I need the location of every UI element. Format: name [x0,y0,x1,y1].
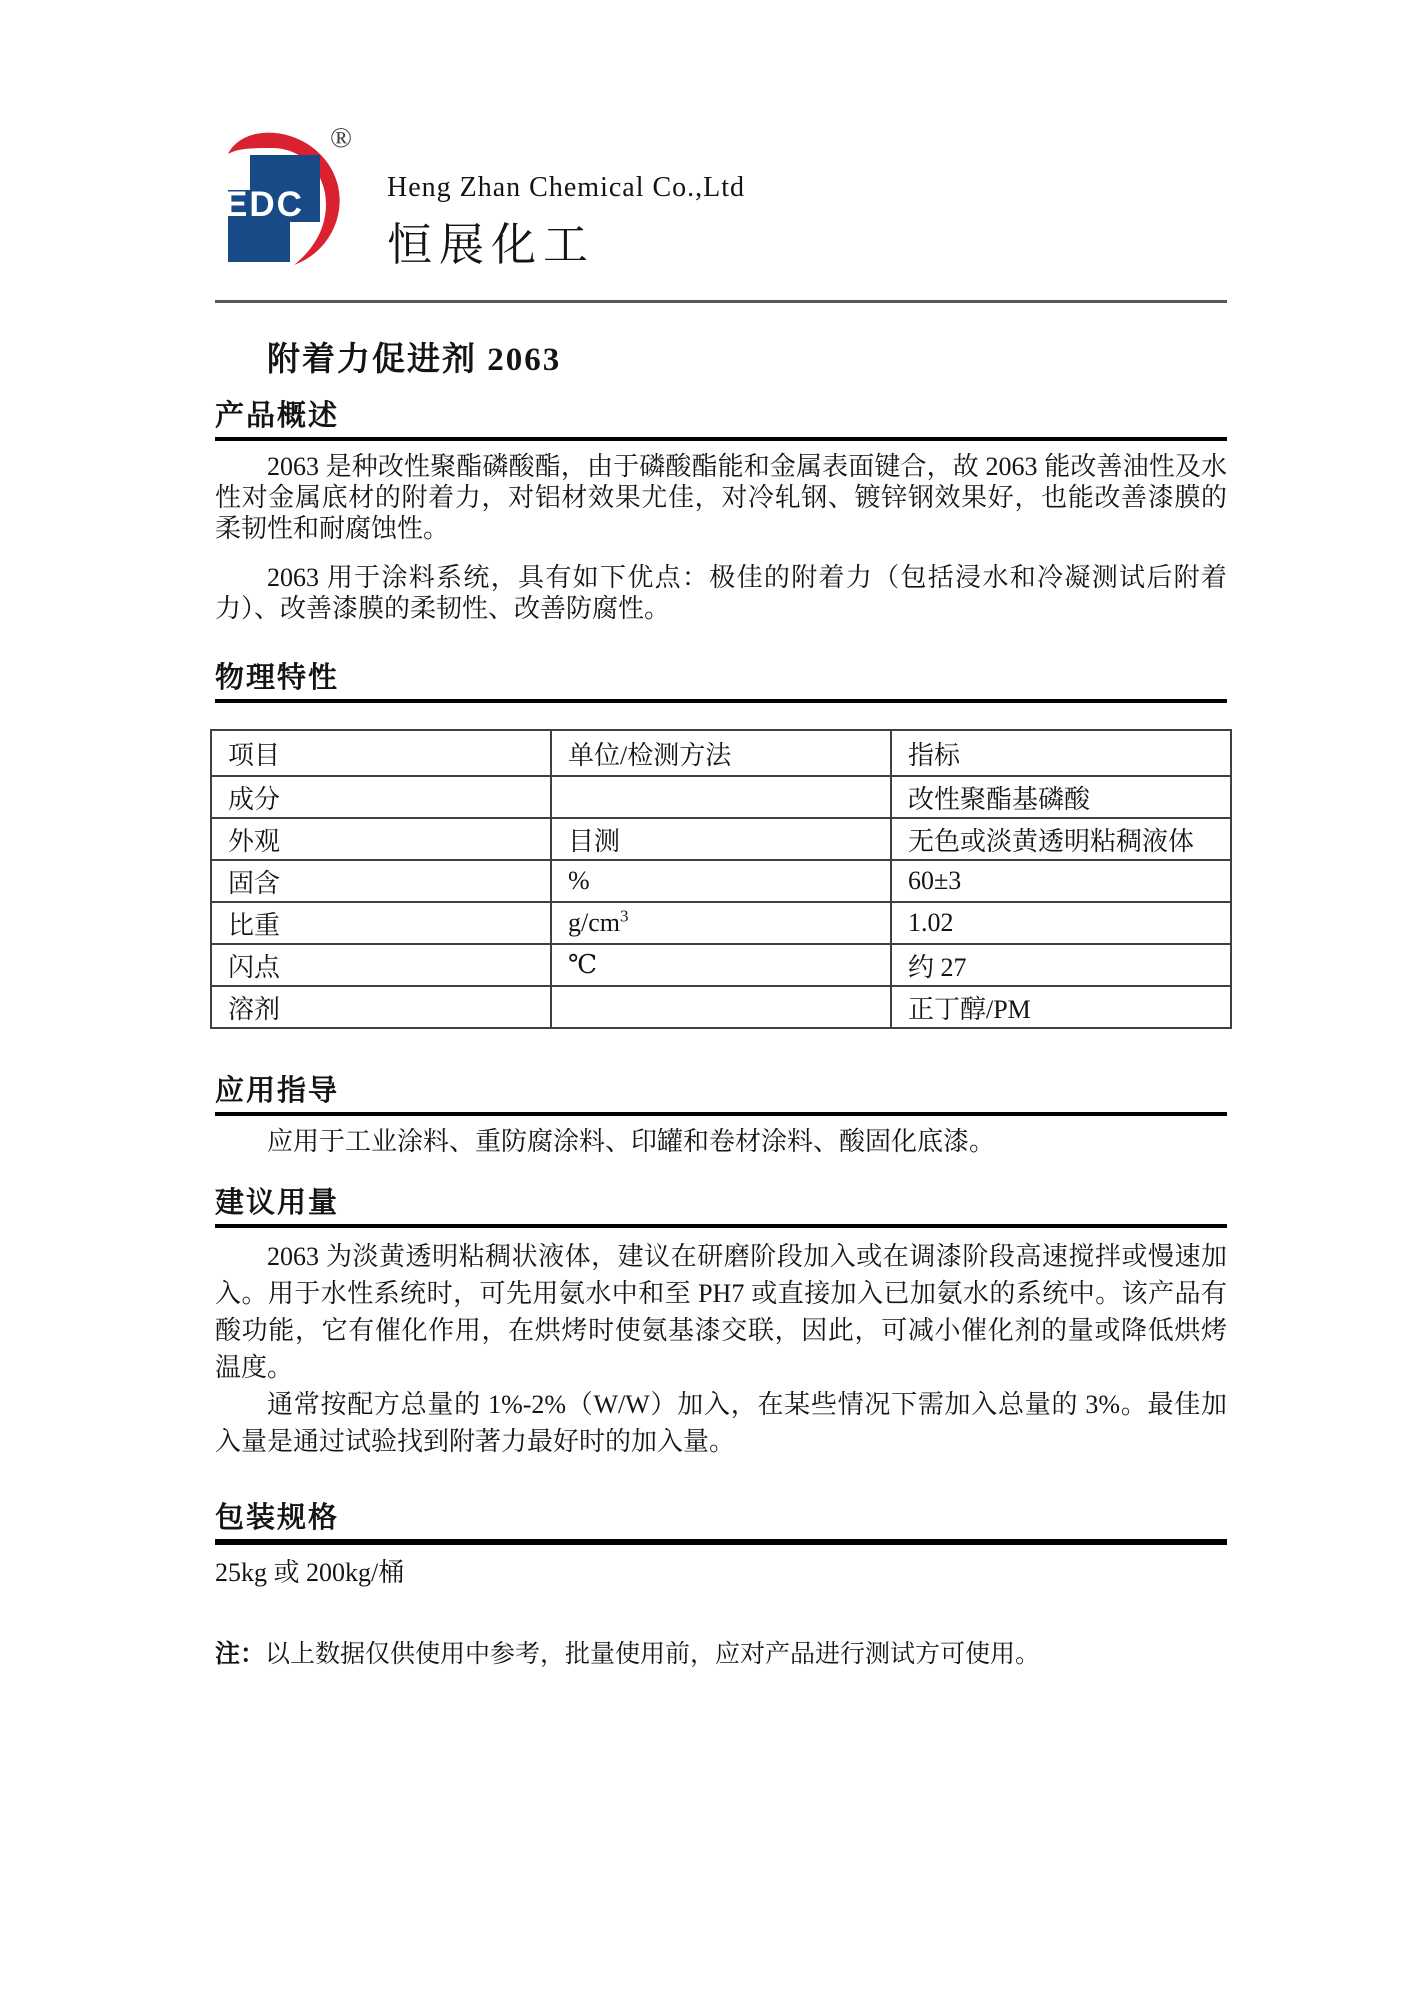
overview-paragraph: 2063 是种改性聚酯磷酸酯，由于磷酸酯能和金属表面键合，故 2063 能改善油性及水性对金属底材的附着力，对铝材效果尤佳，对冷轧钢、镀锌钢效果好，也能改善漆膜的柔韧性和耐腐蚀性。 [215,452,1227,543]
table-row [211,902,1231,944]
overview-heading: 产品概述 [215,398,1227,441]
cell-value: 1.02 [891,902,1231,944]
physical-heading: 物理特性 [215,660,1227,703]
edc-logo [222,122,352,266]
company-name-english: Heng Zhan Chemical Co.,Ltd [387,172,746,203]
application-paragraph: 应用于工业涂料、重防腐涂料、印罐和卷材涂料、酸固化底漆。 [267,1127,996,1156]
cell-value: 正丁醇/PM [891,986,1231,1028]
cell-item: 成分 [211,776,551,818]
section-application-guide [215,1073,1227,1157]
application-heading: 应用指导 [215,1073,1227,1116]
cell-unit [551,902,891,944]
overview-paragraph: 2063 用于涂料系统，具有如下优点：极佳的附着力（包括浸水和冷凝测试后附着力）、改善漆膜的柔韧性、改善防腐性。 [215,563,1227,623]
cell-unit: 目测 [551,818,891,860]
section-packaging-spec [215,1500,1227,1588]
table-row [211,776,1231,818]
cell-unit: % [551,860,891,902]
company-names [387,172,745,273]
section-physical-properties [215,660,1227,1029]
cell-item: 外观 [211,818,551,860]
dosage-paragraph: 2063 为淡黄透明粘稠状液体，建议在研磨阶段加入或在调漆阶段高速搅拌或慢速加入。用于水性系统时，可先用氨水中和至 PH7 或直接加入已加氨水的系统中。该产品有酸功能，它有催化作用，在烘烤时使氨基漆交联，因此，可减小催化剂的量或降低烘烤温度。 [215,1242,1227,1382]
table-header-row [211,730,1231,776]
section-product-overview [215,398,1227,624]
cell-unit [551,776,891,818]
company-name-chinese: 恒展化工 [387,220,596,270]
table-row [211,860,1231,902]
dosage-heading: 建议用量 [215,1185,1227,1228]
unit-superscript: 3 [620,906,629,926]
physical-properties-table [210,729,1232,1029]
page-title: 附着力促进剂 2063 [267,342,562,378]
page-content [215,0,1227,1670]
section-recommended-dosage [215,1185,1227,1460]
column-header-spec: 指标 [891,730,1231,776]
company-header [215,122,1227,270]
cell-value: 约 27 [891,944,1231,986]
cell-item: 溶剂 [211,986,551,1028]
cell-value: 60±3 [891,860,1231,902]
cell-item: 闪点 [211,944,551,986]
column-header-unit-method: 单位/检测方法 [551,730,891,776]
packaging-body: 25kg 或 200kg/桶 [215,1558,405,1587]
cell-value: 改性聚酯基磷酸 [891,776,1231,818]
logo-text: EDC [224,185,304,224]
column-header-item: 项目 [211,730,551,776]
footnote [215,1634,1227,1670]
dosage-paragraph: 通常按配方总量的 1%-2%（W/W）加入，在某些情况下需加入总量的 3%。最佳加入量是通过试验找到附著力最好时的加入量。 [215,1390,1227,1456]
cell-item: 固含 [211,860,551,902]
unit-text: g/cm [568,908,620,937]
table-row [211,818,1231,860]
packaging-heading: 包装规格 [215,1500,1227,1545]
cell-value: 无色或淡黄透明粘稠液体 [891,818,1231,860]
table-row [211,944,1231,986]
cell-unit: ℃ [551,944,891,986]
registered-trademark-icon: ® [329,122,352,154]
footnote-text: 以上数据仅供使用中参考，批量使用前，应对产品进行测试方可使用。 [265,1641,1041,1668]
footnote-label: 注： [215,1641,266,1668]
cell-item: 比重 [211,902,551,944]
header-divider [215,300,1227,303]
table-row [211,986,1231,1028]
cell-unit [551,986,891,1028]
